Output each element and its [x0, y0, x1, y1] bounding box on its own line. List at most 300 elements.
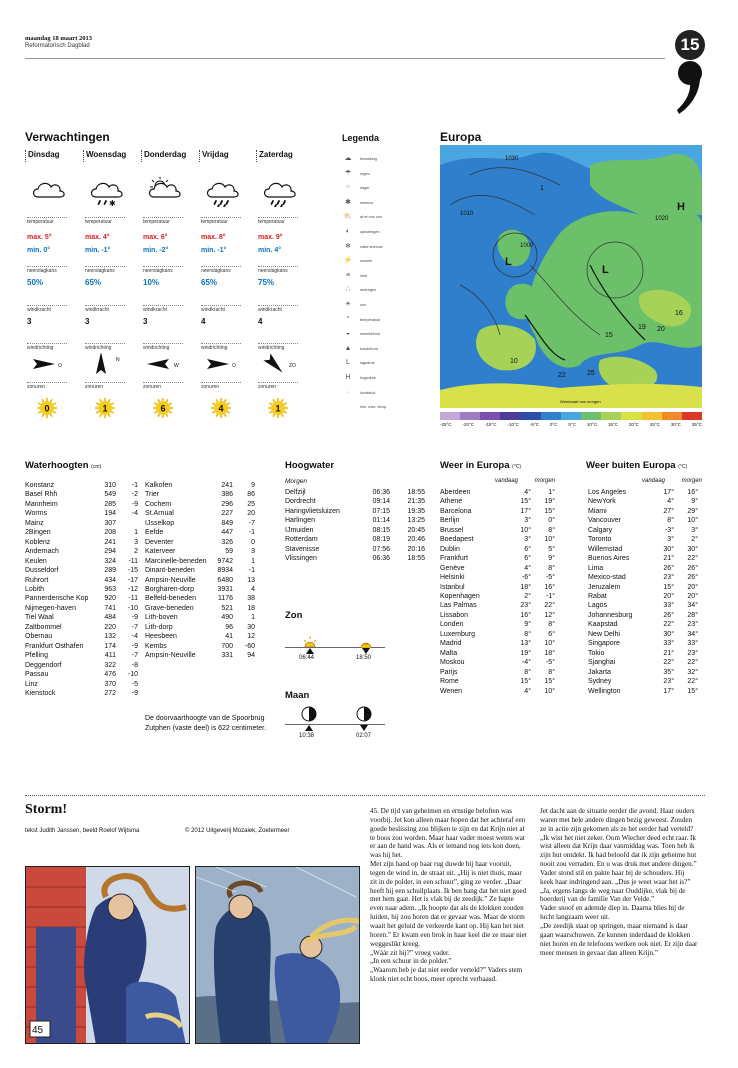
value-2: -7: [248, 519, 255, 527]
place-name: NewYork: [588, 498, 616, 506]
value-2: 34°: [687, 630, 698, 638]
value-1: 294: [104, 548, 116, 556]
value-1: 23°: [663, 678, 674, 686]
value-2: 8°: [548, 564, 555, 572]
value-2: 32°: [687, 668, 698, 676]
sun-hours-label: zonuren: [201, 382, 241, 390]
city-weather-row: [588, 554, 698, 563]
sunset-arrow-icon: [362, 648, 370, 654]
place-name: Willemstad: [588, 545, 623, 553]
wind-force: 4: [201, 317, 206, 326]
precipitation-chance: 50%: [27, 278, 44, 287]
value-2: 3: [251, 548, 255, 556]
story-paragraph: „Wáár zit hij?” vroeg vader.: [370, 948, 450, 957]
value-2: -9: [131, 689, 138, 697]
value-1: 326: [221, 538, 233, 546]
svg-text:✱: ✱: [109, 199, 116, 207]
value-1: 8°: [524, 630, 531, 638]
sun-hours-badge: [268, 398, 288, 418]
value-2: 9°: [691, 498, 698, 506]
water-level-row: [25, 661, 138, 670]
value-1: 285: [104, 500, 116, 508]
svg-text:1: 1: [102, 403, 108, 414]
water-level-row: [145, 576, 255, 585]
water-level-row: [145, 594, 255, 603]
water-level-row: [145, 651, 255, 660]
value-2: 30: [247, 623, 255, 631]
legend-symbol-icon: ⚡: [343, 257, 353, 265]
place-name: Aberdeen: [440, 489, 471, 496]
high-water-subtitle: Morgen: [285, 478, 308, 485]
city-weather-row: [588, 488, 698, 497]
legend-item: [342, 387, 375, 399]
comic-panel-right: [195, 866, 360, 1044]
city-weather-row: [440, 668, 555, 677]
value-2: 1: [134, 529, 138, 537]
value-2: 10°: [544, 640, 555, 648]
water-level-row: [25, 557, 138, 566]
value-2: 18: [247, 604, 255, 612]
sun-cloud-icon: [146, 175, 186, 207]
value-1: 4°: [524, 564, 531, 572]
place-name: Nijmegen-haven: [25, 604, 76, 612]
legend-symbol-icon: ⁘: [345, 184, 351, 192]
story-paragraph: „De zeedijk staat op springen, maar niemand is daar gaan waarschuwen. Ze kunnen inderdaad de klokken niet horen en de telefoons werken ook niet. Er zijn daar meer mensen in gevaar dan alleen Krijn.”: [540, 921, 698, 957]
value-1: 272: [104, 689, 116, 697]
place-name: Helsinki: [440, 574, 465, 582]
value-2: 30°: [687, 545, 698, 553]
value-2: -10: [127, 671, 138, 679]
value-1: 19°: [520, 649, 531, 657]
place-name: Singapore: [588, 640, 620, 648]
legend-symbol-icon: [342, 402, 354, 412]
value-1: 26°: [663, 564, 674, 572]
city-weather-row: [440, 620, 555, 629]
svg-text:1: 1: [275, 403, 281, 414]
water-level-row: [145, 642, 255, 651]
value-2: 3°: [691, 526, 698, 534]
story-paragraph: Jet dacht aan de situatie eerder die avond. Haar ouders waren met hele andere dingen bezig geweest. Zouden ze in actie zijn gekomen als ze het eerder had verteld?: [540, 807, 695, 833]
place-name: Wenen: [440, 687, 463, 695]
legend-symbol-icon: L: [346, 359, 350, 367]
value-1: 9°: [524, 621, 531, 629]
value-1: 9742: [217, 557, 233, 565]
city-weather-row: [588, 497, 698, 506]
place-name: Calgary: [588, 526, 613, 534]
precipitation-label: neerslagkans: [258, 266, 298, 274]
city-weather-row: [588, 507, 698, 516]
comic-credit-publisher: © 2012 Uitgeverij Mozaiek, Zoetermeer: [185, 828, 290, 834]
sun-hours-badge: [95, 398, 115, 418]
precipitation-label: neerslagkans: [27, 266, 67, 274]
page-number: 15: [675, 30, 705, 60]
place-name: Zaltbommel: [25, 623, 62, 631]
place-name: Athene: [440, 498, 463, 506]
city-weather-row: [588, 516, 698, 525]
story-paragraph: Met zijn hand op haar rug duwde hij haar vooruit, tegen de wind in, de straat uit. „Hij is niet thuis, maar zit in de polder, in een schuur”, ging ze verder. „Daar heeft hij een schuilplaats. Ik ben bang dat het niet goed met hem gaat. Het is vlak bij de zeedijk.” Ze hapte even naar adem. „Ik hoopte dat als de klokken zouden luiden, hij zou horen dat er gevaar was. Maar de storm waait het geluid de verkeerde kant op. Hij kan het niet horen.” Er kwam een brok in haar keel die ze maar niet weggeslikt kreeg.: [370, 860, 527, 948]
value-1: 17°: [663, 489, 674, 496]
story-paragraph: „In een schuur in de polder.”: [370, 957, 452, 966]
comic-panel-left: [25, 866, 190, 1044]
legend-item: [342, 255, 372, 267]
city-weather-row: [588, 564, 698, 573]
value-1: 23°: [520, 602, 531, 610]
value-1: 17°: [663, 687, 674, 695]
day-name: Vrijdag: [199, 150, 255, 162]
value-2: 20°: [687, 592, 698, 600]
place-name: Las Palmas: [440, 602, 477, 610]
value-1: 21°: [663, 555, 674, 563]
value-1: 30°: [663, 545, 674, 553]
water-level-row: [25, 500, 138, 509]
wind-force: 3: [143, 317, 148, 326]
place-name: IJsselkop: [145, 519, 175, 527]
legend-item: [342, 226, 380, 238]
water-level-row: [145, 547, 255, 556]
value-2: 10°: [544, 687, 555, 695]
place-name: Kopenhagen: [440, 592, 480, 600]
place-name: Belfeld-beneden: [145, 595, 196, 603]
story-paragraph: „Ja, ergens langs de weg naar Ouddijke, vlak bij de boerderij van de familie Van der Velde.”: [540, 886, 686, 904]
value-2: 94: [247, 652, 255, 660]
issue-date: maandag 18 maart 2013: [25, 35, 92, 42]
svg-text:1: 1: [540, 185, 544, 192]
value-2: -9: [131, 642, 138, 650]
wind-force-label: windkracht: [258, 305, 298, 313]
legend-symbol-icon: ☂: [344, 169, 352, 177]
city-weather-row: [440, 554, 555, 563]
water-level-row: [145, 481, 255, 490]
legend-label: opklaringen: [360, 230, 380, 234]
city-weather-row: [440, 630, 555, 639]
city-weather-row: [588, 526, 698, 535]
scale-swatch: [621, 412, 641, 420]
sunrise-icon: [303, 636, 317, 647]
place-name: Dinant-beneden: [145, 567, 195, 575]
legend-symbol-icon: ·: [346, 388, 350, 396]
city-weather-row: [440, 649, 555, 658]
place-name: Lith-dorp: [145, 623, 173, 631]
svg-text:O: O: [58, 363, 62, 369]
wind-direction-label: windrichting: [143, 343, 183, 351]
value-1: 324: [104, 557, 116, 565]
scale-swatch: [440, 412, 460, 420]
water-level-row: [25, 538, 138, 547]
place-name: Deventer: [145, 538, 174, 546]
place-name: Trier: [145, 491, 160, 499]
wind-direction-label: windrichting: [27, 343, 67, 351]
city-weather-row: [588, 658, 698, 667]
legend-item: [342, 299, 366, 311]
wind-direction-label: windrichting: [85, 343, 125, 351]
wind-direction-arrow-icon: [258, 353, 298, 375]
sunset-icon: [359, 637, 373, 648]
value-1: 227: [221, 510, 233, 518]
value-2: 20: [247, 510, 255, 518]
place-name: Jeruzalem: [588, 583, 621, 591]
scale-swatch: [541, 412, 561, 420]
wind-direction-arrow-icon: [201, 353, 241, 375]
place-name: Obernau: [25, 633, 53, 641]
scale-swatch: [682, 412, 702, 420]
value-2: 13:25: [407, 517, 425, 525]
value-1: 174: [104, 642, 116, 650]
value-1: 08:15: [372, 526, 390, 534]
scale-label: 20°C: [628, 422, 639, 427]
place-name: Vancouver: [588, 517, 621, 525]
value-2: 22°: [687, 555, 698, 563]
place-name: Kembs: [145, 642, 167, 650]
high-water-row: [285, 507, 425, 516]
city-weather-row: [588, 649, 698, 658]
story-paragraph: „Waarom heb je dat niet eerder verteld?” Vaders stem klonk niet echt boos, meer oprecht verbaasd.: [370, 966, 523, 984]
value-1: 208: [104, 529, 116, 537]
city-weather-row: [440, 526, 555, 535]
story-paragraph: „Ik wist het niet zeker. Oom Wiecher deed echt raar. Ik wist alleen dat Krijn daar vanmiddag was. Toen heb ik zijn hut ontdekt. Ik had beloofd dat ik zijn geheime hut nooit zou verraden. En u was druk met andere dingen.”: [540, 833, 697, 869]
place-name: Ruhrort: [25, 576, 49, 584]
city-weather-row: [440, 535, 555, 544]
place-name: Marcinelle-beneden: [145, 557, 207, 565]
value-2: -5°: [545, 659, 555, 667]
precipitation-chance: 75%: [258, 278, 275, 287]
value-1: 26°: [663, 611, 674, 619]
sunrise-arrow-icon: [306, 648, 314, 654]
value-2: 18:55: [407, 555, 425, 563]
scale-label: 15°C: [607, 422, 618, 427]
city-weather-row: [588, 639, 698, 648]
water-levels-table-left: [25, 481, 138, 698]
value-2: 19:35: [407, 507, 425, 515]
water-level-row: [25, 594, 138, 603]
value-1: 06:36: [372, 555, 390, 563]
value-1: 22°: [663, 621, 674, 629]
legend-label: koudefront: [360, 346, 378, 351]
wind-force-label: windkracht: [85, 305, 125, 313]
svg-text:1000: 1000: [520, 243, 534, 249]
legend-item: [342, 284, 376, 296]
wind-force: 3: [27, 317, 32, 326]
legend-symbol-icon: ◐: [345, 228, 351, 235]
value-2: 0: [251, 538, 255, 546]
scale-label: 35°C: [691, 422, 702, 427]
place-name: New Delhi: [588, 630, 620, 638]
value-2: 1: [251, 557, 255, 565]
value-2: 21:35: [407, 498, 425, 506]
wind-direction-arrow-icon: [27, 353, 67, 375]
value-2: -1: [248, 567, 255, 575]
high-water-table: [285, 488, 425, 564]
value-1: 23°: [663, 574, 674, 582]
precipitation-chance: 65%: [201, 278, 218, 287]
legend-item: [342, 314, 380, 326]
value-1: 484: [104, 614, 116, 622]
svg-text:1030: 1030: [505, 156, 519, 162]
city-weather-row: [440, 497, 555, 506]
value-2: 9°: [548, 555, 555, 563]
sunrise-time: 06:44: [299, 655, 315, 661]
legend-label: regen: [360, 171, 370, 176]
place-name: Ampsin-Neuville: [145, 576, 196, 584]
place-name: Delfzijl: [285, 489, 306, 496]
value-2: 20:16: [407, 545, 425, 553]
place-name: Haringvlietsluizen: [285, 507, 340, 515]
place-name: Basel Rhh: [25, 491, 58, 499]
value-1: 220: [104, 623, 116, 631]
place-name: Lobith: [25, 585, 45, 593]
europe-map-title: Europa: [440, 130, 482, 144]
water-level-row: [25, 547, 138, 556]
scale-label: 0°C: [549, 422, 558, 427]
place-name: Grave-beneden: [145, 604, 194, 612]
city-weather-row: [588, 601, 698, 610]
svg-text:15: 15: [605, 332, 613, 339]
scale-swatch: [500, 412, 520, 420]
city-weather-row: [588, 611, 698, 620]
wind-force-label: windkracht: [201, 305, 241, 313]
value-2: -12: [127, 585, 138, 593]
water-level-row: [145, 519, 255, 528]
value-2: 26°: [687, 564, 698, 572]
precipitation-chance: 65%: [85, 278, 102, 287]
legend-item: [342, 401, 387, 413]
city-weather-row: [440, 611, 555, 620]
water-level-row: [145, 613, 255, 622]
header-rule: [25, 58, 665, 59]
city-weather-row: [588, 545, 698, 554]
scale-swatch: [662, 412, 682, 420]
value-1: 6°: [524, 545, 531, 553]
place-name: Wellington: [588, 687, 621, 695]
value-1: 307: [104, 519, 116, 527]
place-name: Frankfurt Osthafen: [25, 642, 84, 650]
value-2: 23°: [687, 621, 698, 629]
legend-label: mist: [360, 273, 367, 278]
moonset-arrow-icon: [360, 725, 368, 731]
place-name: Parijs: [440, 668, 458, 676]
value-2: -1: [248, 529, 255, 537]
value-2: -5°: [545, 574, 555, 582]
value-1: 411: [104, 652, 116, 660]
moonrise-icon: [301, 706, 317, 722]
place-name: Keulen: [25, 557, 47, 565]
sun-hours-label: zonuren: [143, 382, 183, 390]
legend-symbol-icon: ∴: [345, 286, 351, 294]
value-1: 3°: [524, 536, 531, 544]
water-level-row: [25, 632, 138, 641]
place-name: Borgharen-dorp: [145, 585, 195, 593]
value-1: 296: [221, 500, 233, 508]
story-paragraph: 45. De tijd van geheimen en ernstige beloften was voorbij. Jet kon alleen maar hopen dat het achteraf een goede beslissing zou blijken te zijn en dat Krijn niet al te boos zou worden. Maar haar vader moest weten wat er aan de hand was. Als er iemand nog iets kon doen, was hij het.: [370, 807, 526, 860]
place-name: Sjanghai: [588, 659, 616, 667]
story-column-1: [370, 807, 528, 984]
svg-text:ZO: ZO: [289, 363, 296, 369]
legend-label: onweer: [360, 259, 373, 264]
value-2: 28°: [687, 611, 698, 619]
sun-hours-badge: [153, 398, 173, 418]
city-weather-row: [440, 516, 555, 525]
value-2: 18:55: [407, 489, 425, 496]
city-weather-row: [588, 583, 698, 592]
svg-text:10: 10: [510, 358, 518, 365]
value-1: 06:36: [372, 489, 390, 496]
value-1: 96: [225, 623, 233, 631]
city-weather-row: [440, 545, 555, 554]
temperature-label: temperatuur: [258, 217, 298, 225]
svg-text:O: O: [232, 363, 236, 369]
value-2: 6°: [548, 630, 555, 638]
scale-label: -25°C: [440, 422, 452, 427]
value-1: 447: [221, 529, 233, 537]
place-name: Kaapstad: [588, 621, 618, 629]
legend-label: hogedruk: [360, 376, 376, 380]
legend-item: [342, 182, 369, 194]
max-temperature: max. 6°: [143, 234, 168, 241]
water-level-row: [145, 604, 255, 613]
weather-europe-columns: vandaag morgen: [495, 478, 555, 484]
place-name: Buenos Aires: [588, 555, 630, 563]
water-level-row: [145, 538, 255, 547]
high-water-row: [285, 516, 425, 525]
value-2: 19°: [544, 498, 555, 506]
value-2: -11: [128, 595, 138, 603]
comic-title: Storm!: [25, 802, 67, 817]
sun-hours-label: zonuren: [27, 382, 67, 390]
place-name: Luxemburg: [440, 630, 476, 638]
place-name: Cochem: [145, 500, 172, 508]
value-2: 38: [247, 595, 255, 603]
value-1: 07:15: [372, 507, 390, 515]
value-1: 15°: [520, 498, 531, 506]
value-1: 490: [221, 614, 233, 622]
water-level-row: [145, 500, 255, 509]
scale-label: 25°C: [649, 422, 660, 427]
place-name: Rabat: [588, 592, 607, 600]
legend-label: warmtefront: [360, 332, 381, 337]
legend-item: [342, 343, 378, 355]
place-name: Katerveer: [145, 548, 176, 556]
value-1: 1176: [217, 595, 233, 603]
place-name: Konstanz: [25, 482, 55, 489]
place-name: Barcelona: [440, 507, 472, 515]
scale-label: 5°C: [568, 422, 576, 427]
temperature-scale-labels: [440, 422, 702, 427]
value-1: 322: [104, 661, 116, 669]
value-1: 8°: [524, 668, 531, 676]
scale-label: 10°C: [586, 422, 597, 427]
svg-text:L: L: [505, 256, 512, 268]
water-level-row: [25, 490, 138, 499]
value-1: -6°: [521, 574, 531, 582]
svg-text:6: 6: [160, 403, 166, 414]
value-1: 434: [104, 576, 116, 584]
city-weather-row: [440, 687, 555, 696]
value-2: 1: [251, 614, 255, 622]
place-name: Andernach: [25, 548, 59, 556]
value-2: 8°: [548, 526, 555, 534]
sun-hours-badge: [211, 398, 231, 418]
value-2: 15°: [544, 507, 555, 515]
water-level-row: [25, 481, 138, 490]
value-2: 23°: [687, 649, 698, 657]
place-name: Vlissingen: [285, 555, 317, 563]
legend-item: [342, 328, 380, 340]
place-name: Passau: [25, 671, 49, 679]
city-weather-row: [440, 507, 555, 516]
day-name: Dinsdag: [25, 150, 81, 162]
place-name: Worms: [25, 510, 48, 518]
value-2: 2°: [691, 536, 698, 544]
value-2: -60: [244, 642, 255, 650]
